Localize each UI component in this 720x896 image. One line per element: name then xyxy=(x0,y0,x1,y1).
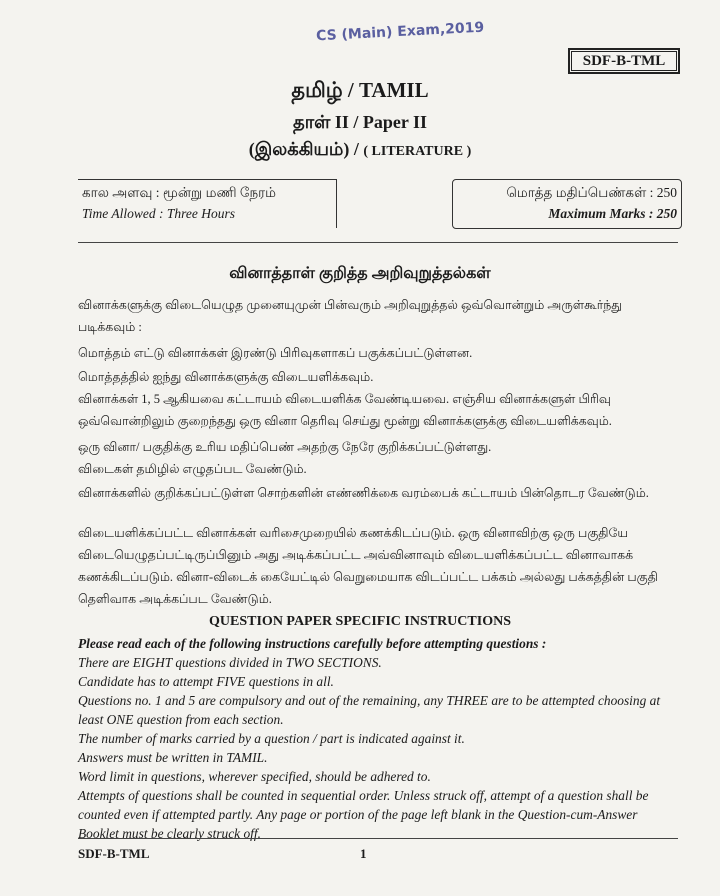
marks-tamil: மொத்த மதிப்பெண்கள் : 250 xyxy=(506,185,677,200)
tamil-instruction: விடைகள் தமிழில் எழுதப்பட வேண்டும். xyxy=(78,462,307,476)
instruction-line: The number of marks carried by a question / part is indicated against it. xyxy=(78,731,465,746)
divider xyxy=(78,242,678,243)
tamil-instruction: வினாக்களுக்கு விடையெழுத முனையுமுன் பின்வரும் அறிவுறுத்தல் ஒவ்வொன்றும் அருள்கூர்ந்து படிக்கவும் : xyxy=(78,298,623,334)
instruction-line: Word limit in questions, wherever specified, should be adhered to. xyxy=(78,769,431,784)
paper-code-box: SDF-B-TML xyxy=(568,48,680,74)
footer-paper-code: SDF-B-TML xyxy=(78,846,150,861)
instruction-line: Answers must be written in TAMIL. xyxy=(78,750,268,765)
tamil-instruction: மொத்தம் எட்டு வினாக்கள் இரண்டு பிரிவுகளாகப் பகுக்கப்பட்டுள்ளன. xyxy=(78,346,473,360)
english-instructions xyxy=(78,634,678,843)
paper-title xyxy=(0,139,720,162)
instruction-line: Questions no. 1 and 5 are compulsory and out of the remaining, any THREE are to be attempted choosing at least ONE question from each section. xyxy=(78,693,661,727)
tamil-instruction: மொத்தத்தில் ஐந்து வினாக்களுக்கு விடையளிக்கவும். xyxy=(78,370,374,384)
tamil-instruction: வினாக்கள் 1, 5 ஆகியவை கட்டாயம் விடையளிக்க வேண்டியவை. எஞ்சிய வினாக்களுள் பிரிவு ஒவ்வொன்றிலும் குறைந்தது ஒரு வினா தெரிவு செய்து மூன்று வினாக்களுக்கு விடையளிக்கவும். xyxy=(78,392,612,428)
instruction-line: There are EIGHT questions divided in TWO SECTIONS. xyxy=(78,655,382,670)
time-tamil: கால அளவு : மூன்று மணி நேரம் xyxy=(82,185,276,200)
instructions-lead: Please read each of the following instructions carefully before attempting questions : xyxy=(78,636,547,651)
paper-number: தாள் II / Paper II xyxy=(292,112,428,132)
instruction-line: Attempts of questions shall be counted in sequential order. Unless struck off, attempt of a question shall be counted even if attempted partly. Any page or portion of the page left blank in the Question-cum-Answer Booklet must be clearly struck off. xyxy=(78,788,649,841)
tamil-instruction: விடையளிக்கப்பட்ட வினாக்கள் வரிசைமுறையில் கணக்கிடப்படும். ஒரு வினாவிற்கு ஒரு பகுதியே விடையெழுதப்பட்டிருப்பினும் அது அடிக்கப்பட்ட அவ்வினாவும் விடையளிக்கப்பட்ட வினாவாகக் கணக்கிடப்படும். வினா-விடைக் கையேட்டில் வெறுமையாக விடப்பட்ட பக்கம் அல்லது பக்கத்தின் பகுதி தெளிவாக அடிக்கப்பட வேண்டும். xyxy=(78,526,658,606)
time-box xyxy=(78,179,337,228)
footer-divider xyxy=(78,838,678,839)
tamil-instruction: வினாக்களில் குறிக்கப்பட்டுள்ள சொற்களின் எண்ணிக்கை வரம்பைக் கட்டாயம் பின்தொடர வேண்டும். xyxy=(78,486,649,500)
time-english: Time Allowed : Three Hours xyxy=(82,206,236,221)
english-instructions-heading: QUESTION PAPER SPECIFIC INSTRUCTIONS xyxy=(209,614,511,629)
instruction-line: Candidate has to attempt FIVE questions in all. xyxy=(78,674,334,689)
marks-english: Maximum Marks : 250 xyxy=(548,206,677,221)
subject-title: தமிழ் / TAMIL xyxy=(291,78,429,102)
paper-title-tamil: (இலக்கியம்) / xyxy=(248,139,364,159)
marks-box xyxy=(452,179,682,229)
page-number: 1 xyxy=(360,846,367,861)
tamil-instruction: ஒரு வினா/ பகுதிக்கு உரிய மதிப்பெண் அதற்கு நேரே குறிக்கப்பட்டுள்ளது. xyxy=(78,440,492,454)
paper-title-english: ( LITERATURE ) xyxy=(363,144,472,159)
tamil-instructions-heading: வினாத்தாள் குறித்த அறிவுறுத்தல்கள் xyxy=(229,265,491,282)
handwritten-note: CS (Main) Exam,2019 xyxy=(315,19,485,45)
